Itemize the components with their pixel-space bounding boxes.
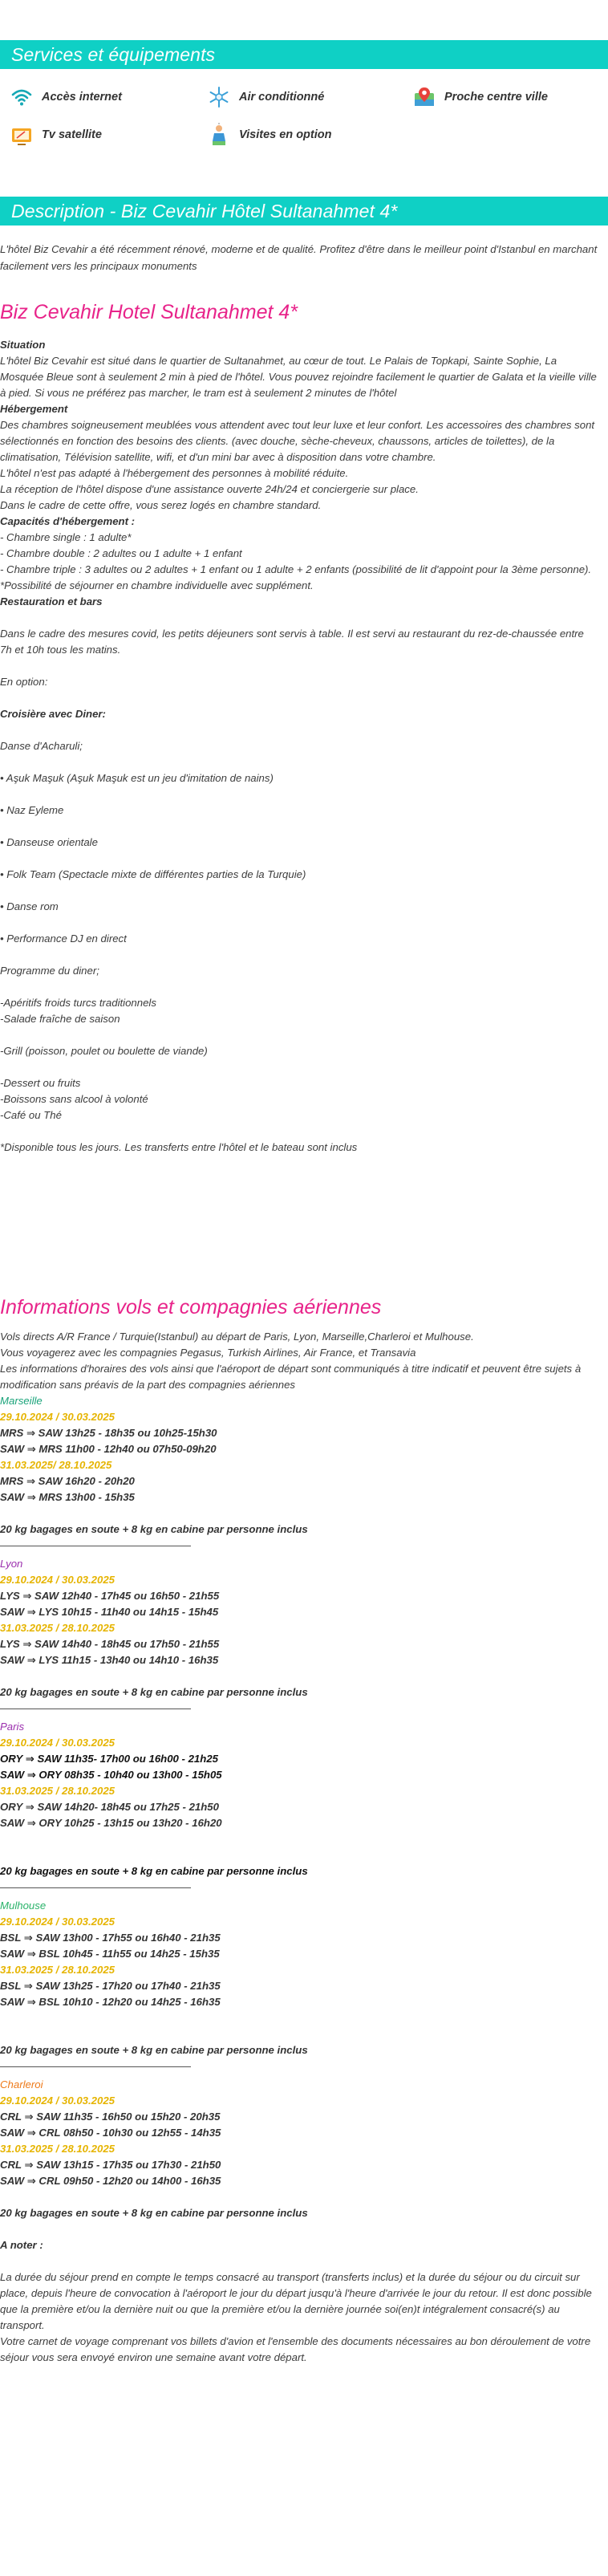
period-dates: 29.10.2024 / 30.03.2025 — [0, 1916, 115, 1928]
hotel-title: Biz Cevahir Hotel Sultanahmet 4* — [0, 301, 298, 323]
flights-intro-line: Les informations d'horaires des vols ainsi que l'aéroport de départ sont communiqués à titre indicatif et peuvent être sujets à modification sans préavis de la part des compagnies aériennes — [0, 1363, 582, 1391]
note-line: La durée du séjour prend en compte le temps consacré au transport (transferts inclus) et la durée du séjour ou du circuit sur place, depuis l'heure de convocation à l'aéroport le jour du départ jusqu'à l'heure d'arrivée le jour du retour. Il est donc possible que la première et/ou la dernière nuit ou que la première et/ou la dernière journée soi(en)t intégralement consacré(s) au transport. — [0, 2271, 592, 2331]
show-item: • Danse rom — [0, 900, 59, 912]
service-aircon — [207, 85, 324, 109]
danse-label: Danse d'Acharuli; — [0, 740, 83, 752]
service-label: Accès internet — [42, 91, 122, 104]
flights-intro-line: Vols directs A/R France / Turquie(Istanbul) au départ de Paris, Lyon, Marseille,Charleroi et Mulhouse. — [0, 1331, 474, 1343]
flight-line: LYS ⇒ SAW 14h40 - 18h45 ou 17h50 - 21h55 — [0, 1638, 220, 1650]
situation-text: L'hôtel Biz Cevahir est situé dans le quartier de Sultanahmet, au cœur de tout. Le Palais de Topkapi, Sainte Sophie, La Mosquée Bleue sont à seulement 2 min à pied de l'hôtel. Vous pouvez rejoindre facilement le quartier de Galata et la vieille ville à pied. Si vous ne préférez pas marcher, le tram est à seulement 2 minutes de l'hôtel — [0, 355, 597, 399]
hebergement-line: L'hôtel n'est pas adapté à l'hébergement des personnes à mobilité réduite. — [0, 467, 349, 479]
city-name-marseille: Marseille — [0, 1395, 43, 1407]
situation-label: Situation — [0, 339, 46, 351]
service-label: Air conditionné — [239, 91, 325, 104]
flights-intro-line: Vous voyagerez avec les compagnies Pegasus, Turkish Airlines, Air France, et Transavia — [0, 1347, 416, 1359]
flight-line: BSL ⇒ SAW 13h25 - 17h20 ou 17h40 - 21h35 — [0, 1980, 221, 1992]
capacites-line: *Possibilité de séjourner en chambre individuelle avec supplément. — [0, 579, 314, 591]
restauration-text: Dans le cadre des mesures covid, les petits déjeuners sont servis à table. Il est servi au restaurant du rez-de-chaussée entre 7h et 10h tous les matins. — [0, 628, 584, 656]
service-tv — [10, 123, 102, 147]
show-item: • Folk Team (Spectacle mixte de différentes parties de la Turquie) — [0, 868, 306, 880]
programme-item: -Dessert ou fruits — [0, 1077, 81, 1089]
show-item: • Naz Eyleme — [0, 804, 64, 816]
croisiere-label: Croisière avec Diner: — [0, 708, 106, 720]
services-heading: Services et équipements — [0, 40, 608, 69]
flight-line: SAW ⇒ CRL 08h50 - 10h30 ou 12h55 - 14h35 — [0, 2127, 221, 2139]
flights-section — [0, 1329, 598, 2366]
hebergement-line: Dans le cadre de cette offre, vous serez logés en chambre standard. — [0, 499, 322, 511]
period-dates: 29.10.2024 / 30.03.2025 — [0, 2095, 115, 2107]
flight-line: SAW ⇒ LYS 10h15 - 11h40 ou 14h15 - 15h45 — [0, 1606, 219, 1618]
divider — [0, 1887, 191, 1888]
restauration-label: Restauration et bars — [0, 595, 103, 607]
service-label: Proche centre ville — [444, 91, 548, 104]
flight-line: SAW ⇒ MRS 11h00 - 12h40 ou 07h50-09h20 — [0, 1443, 217, 1455]
flight-line: SAW ⇒ CRL 09h50 - 12h20 ou 14h00 - 16h35 — [0, 2175, 221, 2187]
capacites-line: - Chambre triple : 3 adultes ou 2 adultes + 1 enfant ou 1 adulte + 2 enfants (possibilité de lit d'appoint pour la 3ème personne). — [0, 563, 592, 575]
hebergement-label: Hébergement — [0, 403, 68, 415]
city-name-paris: Paris — [0, 1721, 25, 1733]
flight-line: SAW ⇒ BSL 10h45 - 11h55 ou 14h25 - 15h35 — [0, 1948, 220, 1960]
city-name-lyon: Lyon — [0, 1558, 23, 1570]
flight-line: BSL ⇒ SAW 13h00 - 17h55 ou 16h40 - 21h35 — [0, 1932, 221, 1944]
wifi-icon — [10, 85, 34, 109]
period-dates: 31.03.2025 / 28.10.2025 — [0, 2143, 115, 2155]
capacites-label: Capacités d'hébergement : — [0, 515, 136, 527]
city-name-mulhouse: Mulhouse — [0, 1899, 47, 1912]
capacites-line: - Chambre double : 2 adultes ou 1 adulte + 1 enfant — [0, 547, 242, 559]
disponible-text: *Disponible tous les jours. Les transferts entre l'hôtel et le bateau sont inclus — [0, 1141, 358, 1153]
flight-line: MRS ⇒ SAW 16h20 - 20h20 — [0, 1475, 135, 1487]
programme-item: -Grill (poisson, poulet ou boulette de viande) — [0, 1045, 208, 1057]
period-dates: 29.10.2024 / 30.03.2025 — [0, 1574, 115, 1586]
show-item: • Aşuk Maşuk (Aşuk Maşuk est un jeu d'imitation de nains) — [0, 772, 274, 784]
period-dates: 31.03.2025 / 28.10.2025 — [0, 1785, 115, 1797]
baggage-text: 20 kg bagages en soute + 8 kg en cabine par personne inclus — [0, 2207, 308, 2219]
tv-icon — [10, 123, 34, 147]
flight-line: MRS ⇒ SAW 13h25 - 18h35 ou 10h25-15h30 — [0, 1427, 217, 1439]
snowflake-icon — [207, 85, 231, 109]
baggage-text: 20 kg bagages en soute + 8 kg en cabine par personne inclus — [0, 2044, 308, 2056]
programme-item: -Boissons sans alcool à volonté — [0, 1093, 148, 1105]
flight-line: LYS ⇒ SAW 12h40 - 17h45 ou 16h50 - 21h55 — [0, 1590, 220, 1602]
note-label: A noter : — [0, 2239, 43, 2251]
flight-line: ORY ⇒ SAW 14h20- 18h45 ou 17h25 - 21h50 — [0, 1801, 219, 1813]
baggage-text: 20 kg bagages en soute + 8 kg en cabine par personne inclus — [0, 1523, 308, 1535]
programme-label: Programme du diner; — [0, 965, 99, 977]
show-item: • Performance DJ en direct — [0, 932, 127, 945]
service-label: Tv satellite — [42, 128, 102, 141]
hebergement-line: La réception de l'hôtel dispose d'une assistance ouverte 24h/24 et conciergerie sur place. — [0, 483, 419, 495]
period-dates: 31.03.2025 / 28.10.2025 — [0, 1964, 115, 1976]
service-tours — [207, 123, 331, 147]
period-dates: 29.10.2024 / 30.03.2025 — [0, 1411, 115, 1423]
description-intro: L'hôtel Biz Cevahir a été récemment rénové, moderne et de qualité. Profitez d'être dans le meilleur point d'Istanbul en marchant facilement vers les principaux monuments — [0, 243, 598, 272]
baggage-text: 20 kg bagages en soute + 8 kg en cabine par personne inclus — [0, 1686, 308, 1698]
hebergement-line: Des chambres soigneusement meublées vous attendent avec tout leur luxe et leur confort. Les accessoires des chambres sont sélectionnés en fonction des besoins des clients. (avec douche, sèche-cheveux, chaussons, articles de toilettes), de la climatisation, Télévision satellite, wifi, et d'un mini bar avec à disposition dans votre chambre. — [0, 419, 595, 463]
baggage-text: 20 kg bagages en soute + 8 kg en cabine par personne inclus — [0, 1865, 308, 1877]
period-dates: 31.03.2025 / 28.10.2025 — [0, 1622, 115, 1634]
service-label: Visites en option — [239, 128, 332, 141]
capacites-line: - Chambre single : 1 adulte* — [0, 531, 132, 543]
city-name-charleroi: Charleroi — [0, 2078, 43, 2090]
show-item: • Danseuse orientale — [0, 836, 98, 848]
flight-line: SAW ⇒ BSL 10h10 - 12h20 ou 14h25 - 16h35 — [0, 1996, 221, 2008]
flight-line: SAW ⇒ LYS 11h15 - 13h40 ou 14h10 - 16h35 — [0, 1654, 219, 1666]
hotel-details — [0, 337, 598, 1156]
tour-icon — [207, 123, 231, 147]
option-label: En option: — [0, 676, 48, 688]
map-pin-icon — [412, 85, 436, 109]
service-internet — [10, 85, 122, 109]
flight-line: SAW ⇒ MRS 13h00 - 15h35 — [0, 1491, 135, 1503]
programme-item: -Salade fraîche de saison — [0, 1013, 120, 1025]
programme-item: -Apéritifs froids turcs traditionnels — [0, 997, 156, 1009]
service-centre — [412, 85, 548, 109]
flight-line: SAW ⇒ ORY 10h25 - 13h15 ou 13h20 - 16h20 — [0, 1817, 222, 1829]
flight-line: SAW ⇒ ORY 08h35 - 10h40 ou 13h00 - 15h05 — [0, 1769, 222, 1781]
divider — [0, 2066, 191, 2067]
period-dates: 29.10.2024 / 30.03.2025 — [0, 1737, 115, 1749]
note-line: Votre carnet de voyage comprenant vos billets d'avion et l'ensemble des documents nécessaires au bon déroulement de votre séjour vous sera envoyé environ une semaine avant votre départ. — [0, 2335, 591, 2363]
flight-line: ORY ⇒ SAW 11h35- 17h00 ou 16h00 - 21h25 — [0, 1753, 218, 1765]
flight-line: CRL ⇒ SAW 11h35 - 16h50 ou 15h20 - 20h35 — [0, 2111, 221, 2123]
flight-line: CRL ⇒ SAW 13h15 - 17h35 ou 17h30 - 21h50 — [0, 2159, 221, 2171]
programme-item: -Café ou Thé — [0, 1109, 62, 1121]
period-dates: 31.03.2025/ 28.10.2025 — [0, 1459, 112, 1471]
description-heading: Description - Biz Cevahir Hôtel Sultanahmet 4* — [0, 197, 608, 226]
flights-title: Informations vols et compagnies aériennes — [0, 1296, 382, 1318]
